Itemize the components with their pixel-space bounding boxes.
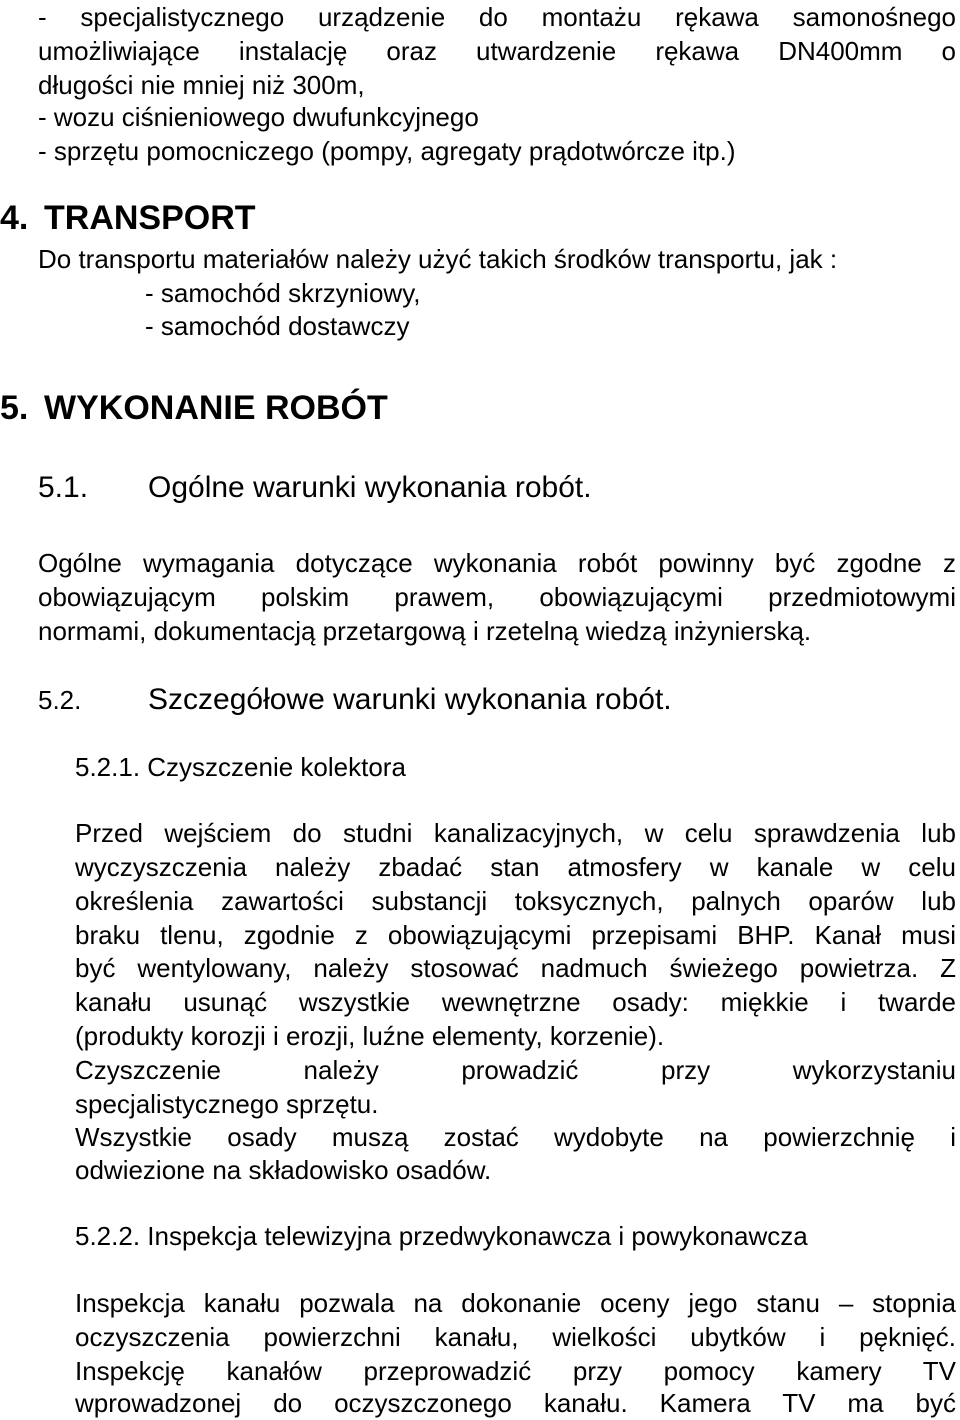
- subsection-5-1-title: Ogólne warunki wykonania robót.: [148, 471, 592, 504]
- subsection-5-1-line-2: obowiązującym polskim prawem, obowiązującymi przedmiotowymi: [38, 582, 956, 612]
- intro-line-2: umożliwiające instalację oraz utwardzenie rękawa DN400mm o: [38, 36, 956, 66]
- section-4-number: 4.: [0, 199, 29, 237]
- p521-line-4: braku tlenu, zgodnie z obowiązującymi przepisami BHP. Kanał musi: [75, 920, 956, 950]
- intro-line-3: długości nie mniej niż 300m,: [38, 70, 365, 100]
- subsection-5-2-number: 5.2.: [38, 685, 82, 715]
- section-4-heading: [0, 198, 256, 238]
- p521-line-3: określenia zawartości substancji toksycznych, palnych oparów lub: [75, 886, 956, 916]
- intro-line-5: - sprzętu pomocniczego (pompy, agregaty prądotwórcze itp.): [38, 136, 736, 166]
- section-5-title: WYKONANIE ROBÓT: [44, 389, 388, 427]
- intro-line-1: - specjalistycznego urządzenie do montażu rękawa samonośnego: [38, 2, 956, 32]
- p522-line-2: oczyszczenia powierzchni kanału, wielkości ubytków i pęknięć.: [75, 1322, 956, 1352]
- subsection-5-1-line-1: Ogólne wymagania dotyczące wykonania robót powinny być zgodne z: [38, 548, 956, 578]
- p522-line-4: wprowadzonej do oczyszczonego kanału. Kamera TV ma być: [75, 1388, 956, 1418]
- p521-line-11: odwiezione na składowisko osadów.: [75, 1155, 492, 1185]
- subsection-5-1-line-3: normami, dokumentacją przetargową i rzetelną wiedzą inżynierską.: [38, 616, 812, 646]
- section-4-item-2: - samochód dostawczy: [145, 311, 410, 341]
- intro-line-4: - wozu ciśnieniowego dwufunkcyjnego: [38, 102, 479, 132]
- p521-line-7: (produkty korozji i erozji, luźne elementy, korzenie).: [75, 1021, 665, 1051]
- p521-line-9: specjalistycznego sprzętu.: [75, 1089, 379, 1119]
- subsection-5-1-heading: [38, 468, 938, 508]
- p521-line-5: być wentylowany, należy stosować nadmuch świeżego powietrza. Z: [75, 953, 956, 983]
- subsection-5-2-title: Szczegółowe warunki wykonania robót.: [148, 683, 672, 716]
- section-5-heading: [0, 388, 388, 428]
- section-4-intro: Do transportu materiałów należy użyć takich środków transportu, jak :: [38, 244, 838, 274]
- p522-line-1: Inspekcja kanału pozwala na dokonanie oceny jego stanu – stopnia: [75, 1288, 956, 1318]
- p521-line-1: Przed wejściem do studni kanalizacyjnych, w celu sprawdzenia lub: [75, 818, 956, 848]
- subsection-5-2-1-heading: 5.2.1. Czyszczenie kolektora: [75, 752, 406, 782]
- section-4-item-1: - samochód skrzyniowy,: [145, 278, 421, 308]
- p521-line-6: kanału usunąć wszystkie wewnętrzne osady: miękkie i twarde: [75, 987, 956, 1017]
- section-5-number: 5.: [0, 389, 29, 427]
- p522-line-3: Inspekcję kanałów przeprowadzić przy pomocy kamery TV: [75, 1356, 956, 1386]
- p521-line-10: Wszystkie osady muszą zostać wydobyte na powierzchnię i: [75, 1122, 956, 1152]
- subsection-5-2-2-heading: 5.2.2. Inspekcja telewizyjna przedwykonawcza i powykonawcza: [75, 1221, 808, 1251]
- subsection-5-2-heading: [38, 680, 938, 720]
- p521-line-2: wyczyszczenia należy zbadać stan atmosfery w kanale w celu: [75, 852, 956, 882]
- section-4-title: TRANSPORT: [44, 199, 256, 237]
- p521-line-8: Czyszczenie należy prowadzić przy wykorzystaniu: [75, 1055, 956, 1085]
- subsection-5-1-number: 5.1.: [38, 471, 89, 504]
